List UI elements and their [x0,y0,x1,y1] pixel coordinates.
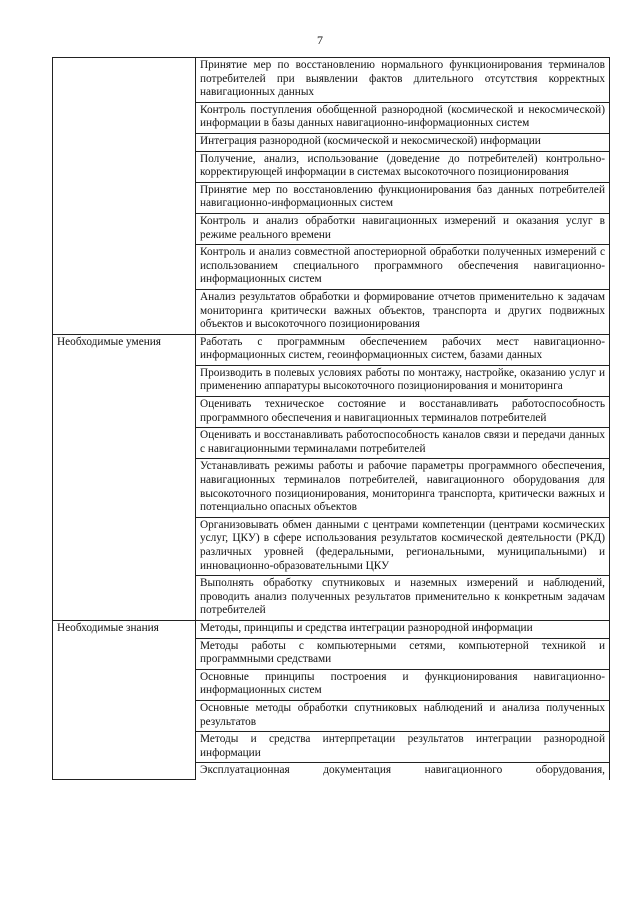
requirement-item: Интеграция разнородной (космической и некосмической) информации [196,133,610,151]
requirement-item: Методы и средства интерпретации результатов интеграции разнородной информации [196,732,610,763]
requirement-item: Основные методы обработки спутниковых наблюдений и анализа полученных результатов [196,700,610,731]
requirement-item: Выполнять обработку спутниковых и наземных измерений и наблюдений, проводить анализ полученных результатов применительно к конкретным задачам потребителей [196,576,610,621]
requirement-item: Контроль и анализ совместной апостериорной обработки полученных измерений с использованием специального программного обеспечения навигационно-информационных систем [196,245,610,290]
requirement-item: Устанавливать режимы работы и рабочие параметры программного обеспечения, навигационных терминалов потребителей, навигационного оборудования для высокоточного позиционирования, мониторинга транспорта, критически важных и потенциально опасных объектов [196,459,610,517]
requirement-item: Работать с программным обеспечением рабочих мест навигационно-информационных систем, геоинформационных систем, базами данных [196,334,610,365]
requirements-table [52,57,610,780]
requirement-item: Производить в полевых условиях работы по монтажу, настройке, оказанию услуг и применению аппаратуры высокоточного позиционирования и мониторинга [196,365,610,396]
requirement-item: Анализ результатов обработки и формирование отчетов применительно к задачам мониторинга критически важных объектов, транспорта и других подвижных объектов и высокоточного позиционирования [196,289,610,334]
requirement-item: Оценивать техническое состояние и восстанавливать работоспособность программного обеспечения и навигационных терминалов потребителей [196,397,610,428]
table-row [53,58,610,103]
requirement-item: Основные принципы построения и функционирования навигационно-информационных систем [196,669,610,700]
requirement-item: Эксплуатационная документация навигационного оборудования, [196,763,610,780]
requirement-item: Контроль поступления обобщенной разнородной (космической и некосмической) информации в базы данных навигационно-информационных систем [196,102,610,133]
requirements-table-body [53,58,610,780]
requirement-item: Принятие мер по восстановлению нормального функционирования терминалов потребителей при выявлении фактов длительного отсутствия корректных навигационных данных [196,58,610,103]
requirement-item: Контроль и анализ обработки навигационных измерений и оказания услуг в режиме реального времени [196,213,610,244]
table-row [53,334,610,365]
requirement-item: Принятие мер по восстановлению функционирования баз данных потребителей навигационно-информационных систем [196,182,610,213]
requirement-item: Получение, анализ, использование (доведение до потребителей) контрольно-корректирующей информации в системах высокоточного позиционирования [196,151,610,182]
section-label [53,58,196,335]
section-label: Необходимые знания [53,620,196,779]
requirement-item: Организовывать обмен данными с центрами компетенции (центрами космических услуг, ЦКУ) в сфере использования результатов космической деятельности (РКД) различных уровней (федеральными, региональными, муниципальными) и инновационно-образовательными ЦКУ [196,517,610,575]
table-row [53,620,610,638]
section-label: Необходимые умения [53,334,196,620]
requirement-item: Методы работы с компьютерными сетями, компьютерной техникой и программными средствами [196,638,610,669]
requirement-item: Оценивать и восстанавливать работоспособность каналов связи и передачи данных с навигационными терминалами потребителей [196,428,610,459]
page-number: 7 [317,33,323,47]
requirement-item: Методы, принципы и средства интеграции разнородной информации [196,620,610,638]
